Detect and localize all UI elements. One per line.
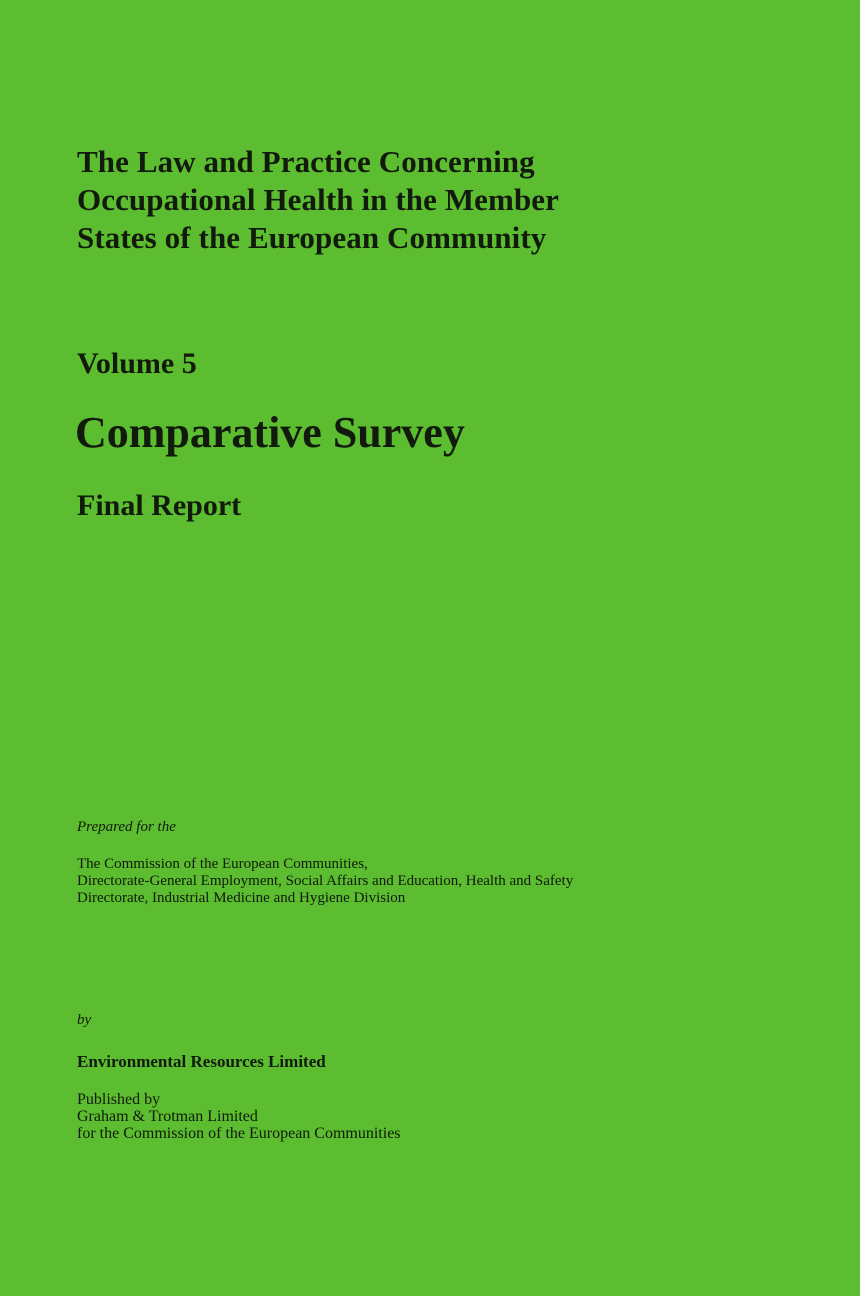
title-line-3: States of the European Community	[77, 220, 547, 255]
report-type: Final Report	[77, 489, 242, 522]
publisher-block	[77, 1091, 777, 1142]
publisher-line-2: Graham & Trotman Limited	[77, 1108, 258, 1125]
title-line-1: The Law and Practice Concerning	[77, 144, 535, 179]
prepared-line-1: The Commission of the European Communities,	[77, 856, 368, 872]
title-line-2: Occupational Health in the Member	[77, 182, 560, 217]
by-label: by	[77, 1012, 92, 1028]
author-name: Environmental Resources Limited	[77, 1052, 326, 1071]
publisher-line-1: Published by	[77, 1091, 161, 1108]
book-subtitle: Comparative Survey	[75, 408, 465, 457]
prepared-for-label: Prepared for the	[77, 819, 176, 835]
publisher-line-3: for the Commission of the European Communities	[77, 1125, 401, 1142]
prepared-line-2: Directorate-General Employment, Social Affairs and Education, Health and Safety	[77, 873, 574, 889]
prepared-line-3: Directorate, Industrial Medicine and Hygiene Division	[77, 890, 406, 906]
book-title	[77, 143, 797, 257]
prepared-for-body	[77, 856, 777, 907]
volume-number: Volume 5	[77, 347, 197, 380]
